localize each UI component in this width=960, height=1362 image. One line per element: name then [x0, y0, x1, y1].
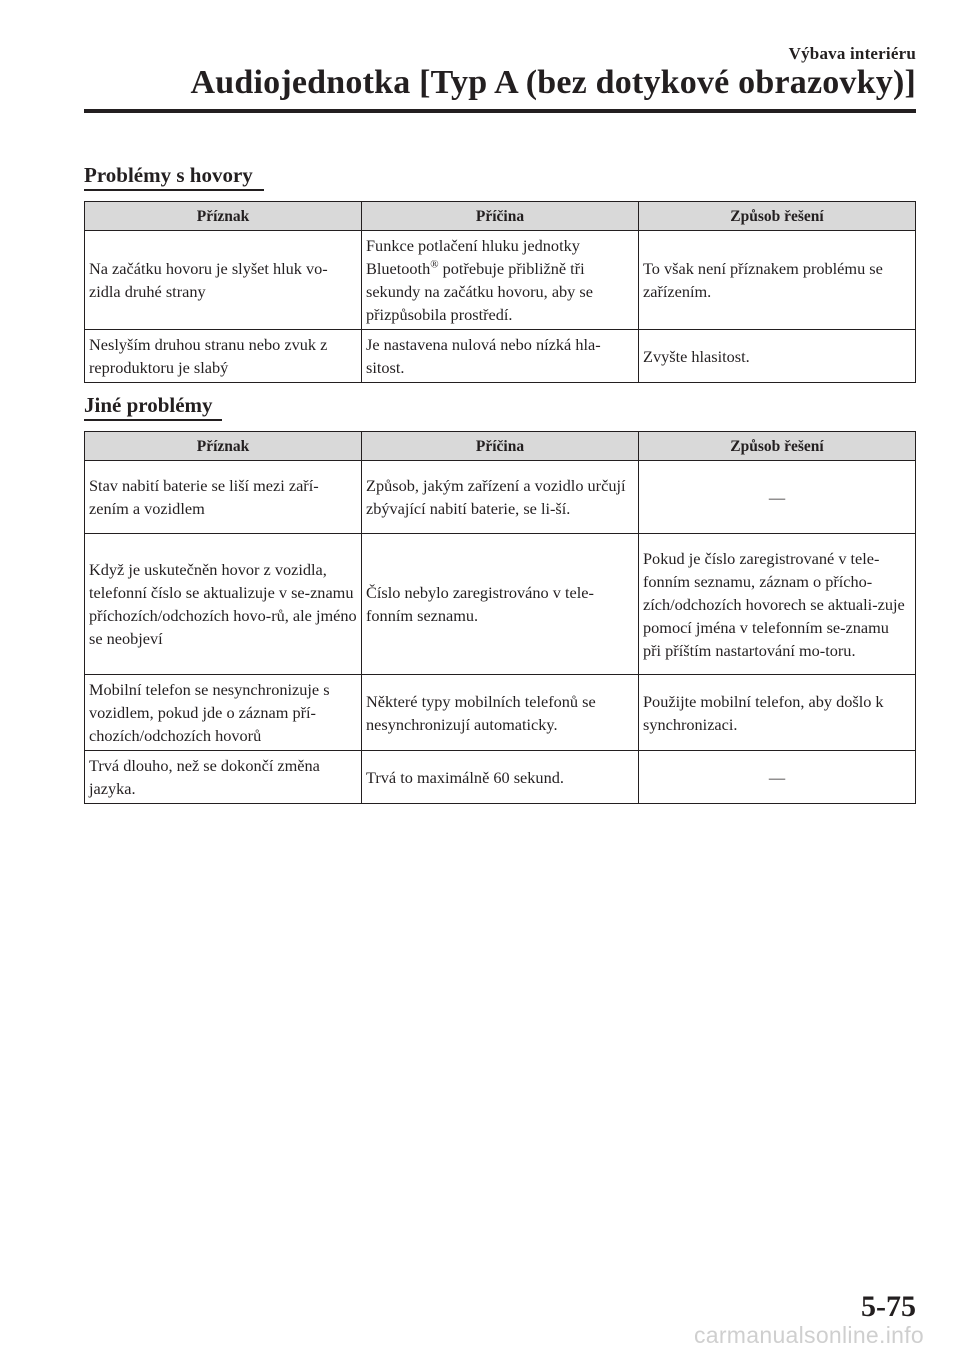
section-title-call-problems: Problémy s hovory — [84, 163, 253, 187]
table-row — [85, 461, 916, 534]
section-underline — [84, 189, 264, 191]
column-header-solution: Způsob řešení — [639, 202, 916, 231]
table-row — [85, 231, 916, 330]
symptom-cell: Když je uskutečněn hovor z vozidla, telefonní číslo se aktualizuje v se-znamu příchozích/odchozích hovo-rů, ale jméno se neobjeví — [85, 534, 362, 675]
solution-cell: Pokud je číslo zaregistrované v tele-fonním seznamu, záznam o přícho-zích/odchozích hovorech se aktuali-zuje pomocí jména v telefonním se-znamu při příštím nastartování mo-toru. — [639, 534, 916, 675]
header-divider — [84, 109, 916, 113]
solution-cell: Použijte mobilní telefon, aby došlo k synchronizaci. — [639, 675, 916, 751]
cause-cell: Číslo nebylo zaregistrováno v tele-fonním seznamu. — [362, 534, 639, 675]
table-header-row — [85, 202, 916, 231]
solution-cell: — — [639, 751, 916, 804]
symptom-cell: Stav nabití baterie se liší mezi zaří-zením a vozidlem — [85, 461, 362, 534]
cause-text: Funkce potlačení hluku jednotky Bluetooth — [366, 236, 580, 278]
page-number: 5-75 — [861, 1290, 916, 1323]
watermark: carmanualsonline.info — [693, 1322, 924, 1348]
cause-text-continued: potřebuje přibližně tři sekundy na začátku hovoru, aby se přizpůsobila prostředí. — [366, 259, 593, 324]
column-header-symptom: Příznak — [85, 432, 362, 461]
solution-cell: — — [639, 461, 916, 534]
table-row — [85, 675, 916, 751]
symptom-cell: Mobilní telefon se nesynchronizuje s vozidlem, pokud jde o záznam pří-chozích/odchozích hovorů — [85, 675, 362, 751]
cause-cell: Způsob, jakým zařízení a vozidlo určují zbývající nabití baterie, se li-ší. — [362, 461, 639, 534]
chapter-label: Výbava interiéru — [788, 44, 916, 63]
column-header-cause: Příčina — [362, 202, 639, 231]
cause-cell — [362, 231, 639, 330]
section-title-other-problems: Jiné problémy — [84, 393, 213, 417]
column-header-symptom: Příznak — [85, 202, 362, 231]
column-header-solution: Způsob řešení — [639, 432, 916, 461]
solution-cell: Zvyšte hlasitost. — [639, 330, 916, 383]
registered-mark: ® — [430, 258, 439, 271]
other-problems-table — [84, 431, 916, 804]
table-row — [85, 534, 916, 675]
table-row — [85, 330, 916, 383]
section-underline — [84, 419, 222, 421]
table-row — [85, 751, 916, 804]
call-problems-table — [84, 201, 916, 383]
symptom-cell: Trvá dlouho, než se dokončí změna jazyka. — [85, 751, 362, 804]
cause-cell: Je nastavena nulová nebo nízká hla-sitost. — [362, 330, 639, 383]
cause-cell: Trvá to maximálně 60 sekund. — [362, 751, 639, 804]
cause-cell: Některé typy mobilních telefonů se nesynchronizují automaticky. — [362, 675, 639, 751]
table-header-row — [85, 432, 916, 461]
page-title: Audiojednotka [Typ A (bez dotykové obrazovky)] — [190, 64, 916, 101]
solution-cell: To však není příznakem problému se zařízením. — [639, 231, 916, 330]
column-header-cause: Příčina — [362, 432, 639, 461]
symptom-cell: Neslyším druhou stranu nebo zvuk z reproduktoru je slabý — [85, 330, 362, 383]
symptom-cell: Na začátku hovoru je slyšet hluk vo-zidla druhé strany — [85, 231, 362, 330]
